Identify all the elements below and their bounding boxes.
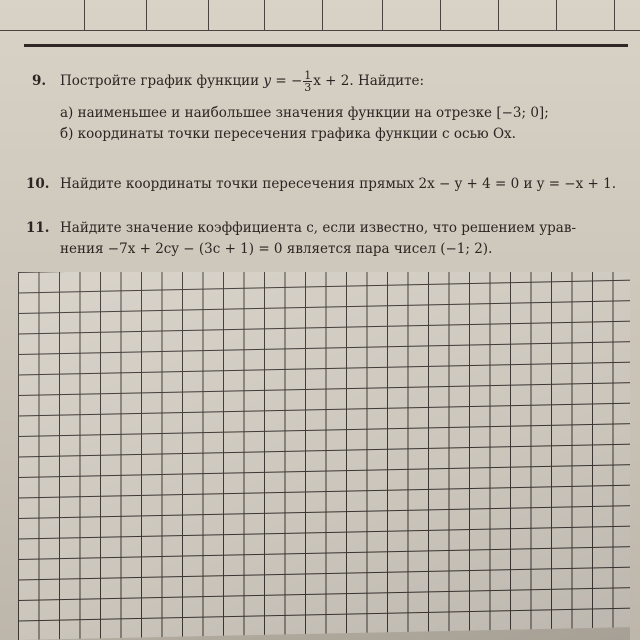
task-9-text-before: Постройте график функции — [60, 73, 264, 89]
graph-paper-grid — [18, 272, 630, 640]
fraction-denominator: 3 — [304, 81, 312, 94]
task-9 — [32, 70, 549, 145]
section-divider — [24, 44, 628, 47]
task-11 — [26, 218, 576, 260]
task-9-part-a: а) наименьшее и наибольшее значения функции на отрезке [−3; 0]; — [60, 105, 549, 121]
task-number: 9. — [32, 73, 47, 89]
task-9-text-after: x + 2. Найдите: — [313, 73, 425, 89]
task-9-part-b: б) координаты точки пересечения графика функции с осью Ox. — [60, 126, 516, 142]
task-11-line-2: нения −7x + 2cy − (3c + 1) = 0 является пара чисел (−1; 2). — [60, 241, 493, 257]
task-9-y: y — [263, 73, 272, 89]
task-10 — [26, 174, 616, 195]
task-10-text: Найдите координаты точки пересечения прямых 2x − y + 4 = 0 и y = −x + 1. — [60, 176, 617, 192]
task-11-line-1: Найдите значение коэффициента c, если известно, что решением урав- — [60, 220, 577, 236]
fraction-one-third — [303, 70, 312, 93]
task-number: 11. — [26, 220, 50, 236]
task-9-eq: = − — [271, 73, 303, 89]
fraction-numerator: 1 — [304, 69, 312, 82]
task-number: 10. — [26, 176, 50, 192]
answer-table-remnant — [0, 0, 640, 31]
